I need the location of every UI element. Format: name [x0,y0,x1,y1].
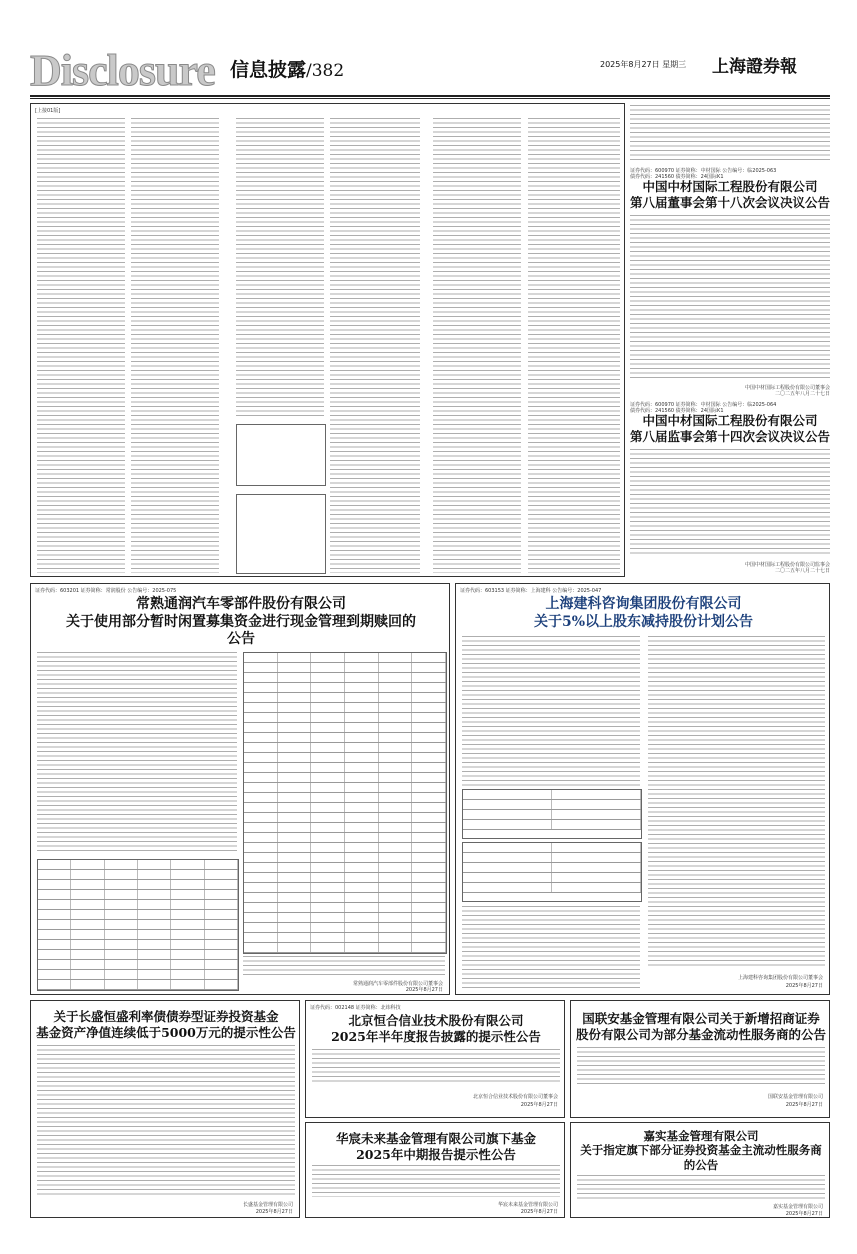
issue-date: 2025年8月27日 星期三 [600,60,687,69]
announcement-title: 关于长盛恒盛利率债债券型证券投资基金 基金资产净值连续低于5000万元的提示性公告 [36,1009,296,1040]
text-column [462,636,640,786]
text-block [312,1165,560,1197]
announcement-title: 中国中材国际工程股份有限公司 第八届董事会第十八次会议决议公告 [630,179,831,210]
section-title: 信息披露/382 [230,59,345,81]
signature: 国联安基金管理有限公司 [767,1094,823,1100]
text-block [312,1049,560,1085]
signature: 中国中材国际工程股份有限公司监事会 [744,562,830,568]
announcement-title: 华宸未来基金管理有限公司旗下基金 2025年中期报告提示性公告 [335,1131,536,1162]
text-block [577,1175,825,1201]
text-column [433,118,521,573]
text-block [630,215,830,380]
text-block [37,1045,295,1197]
changshu-announcement-panel [30,583,450,995]
info-box [236,494,326,574]
text-block [577,1047,825,1085]
page-number: /382 [306,61,345,81]
signature: 华宸未来基金管理有限公司 [497,1202,558,1208]
text-column [462,906,640,988]
info-table [462,842,642,902]
zhongcai-section [630,103,830,577]
huachen-announcement-panel [305,1122,565,1218]
text-column [648,636,825,966]
data-table [243,652,447,954]
announcement-title: 中国中材国际工程股份有限公司 第八届监事会第十四次会议决议公告 [630,413,831,444]
text-column [131,118,219,573]
signature: 长盛基金管理有限公司 [242,1202,293,1208]
signature: 常熟通润汽车零部件股份有限公司董事会 [352,981,443,987]
text-column [236,118,324,418]
jiashi-announcement-panel [570,1122,830,1218]
sign-date: 二〇二五年八月二十七日 [774,568,830,574]
sign-date: 2025年8月27日 [520,1209,558,1215]
signature: 中国中材国际工程股份有限公司董事会 [744,385,830,391]
header-rule-thin [30,98,830,99]
info-box [236,424,326,486]
bond-code: 债券代码：241560 债券简称：24国际K1 [630,174,724,180]
text-block [630,105,830,163]
announcement-title: 上海建科咨询集团股份有限公司 关于5%以上股东减持股份计划公告 [533,596,754,630]
text-column [37,118,125,573]
signature: 嘉实基金管理有限公司 [772,1204,823,1210]
announcement-title: 北京恒合信业技术股份有限公司 2025年半年度报告披露的提示性公告 [331,1013,541,1044]
header-rule [30,95,830,97]
bond-code: 债券代码：241560 债券简称：24国际K1 [630,408,724,414]
text-column [528,118,620,573]
stock-code: 证券代码：600970 证券简称：中材国际 公告编号：临2025-064 [630,402,777,408]
sign-date: 2025年8月27日 [520,1102,558,1108]
sign-date: 2025年8月27日 [255,1209,293,1215]
masthead-logo: Disclosure [30,46,215,95]
guolianan-announcement-panel [570,1000,830,1118]
sign-date: 2025年8月27日 [405,987,443,993]
announcement-title: 嘉实基金管理有限公司 关于指定旗下部分证券投资基金主流动性服务商 的公告 [580,1129,822,1172]
sign-date: 2025年8月27日 [785,1211,823,1217]
text-column [37,652,237,852]
text-column [330,118,420,573]
data-table [37,859,239,991]
shanghai-jianke-announcement-panel [455,583,830,995]
continued-announcement-panel [30,103,625,577]
announcement-title: 国联安基金管理有限公司关于新增招商证券 股份有限公司为部分基金流动性服务商的公告 [575,1011,826,1042]
stock-code: 证券代码：603153 证券简称：上海建科 公告编号：2025-047 [460,588,602,594]
announcement-title: 常熟通润汽车零部件股份有限公司 关于使用部分暂时闲置募集资金进行现金管理到期赎回的 公告 [66,596,416,647]
text-block [243,956,445,978]
stock-code: 证券代码：600970 证券简称：中材国际 公告编号：临2025-063 [630,168,777,174]
stock-code: 证券代码：002148 证券简称：北纬科技 [310,1005,401,1011]
newspaper-name: 上海證券報 [712,57,797,77]
signature: 北京恒合信业技术股份有限公司董事会 [472,1094,558,1100]
info-table [462,789,642,839]
sign-date: 二〇二五年八月二十七日 [774,391,830,397]
continued-tag: [上接01版] [35,108,61,114]
sign-date: 2025年8月27日 [785,1102,823,1108]
stock-code: 证券代码：603201 证券简称：常润股份 公告编号：2025-075 [35,588,177,594]
sign-date: 2025年8月27日 [785,983,823,989]
signature: 上海建科咨询集团股份有限公司董事会 [737,975,823,981]
hengxin-announcement-panel [305,1000,565,1118]
text-block [630,449,830,557]
changsheng-announcement-panel [30,1000,300,1218]
